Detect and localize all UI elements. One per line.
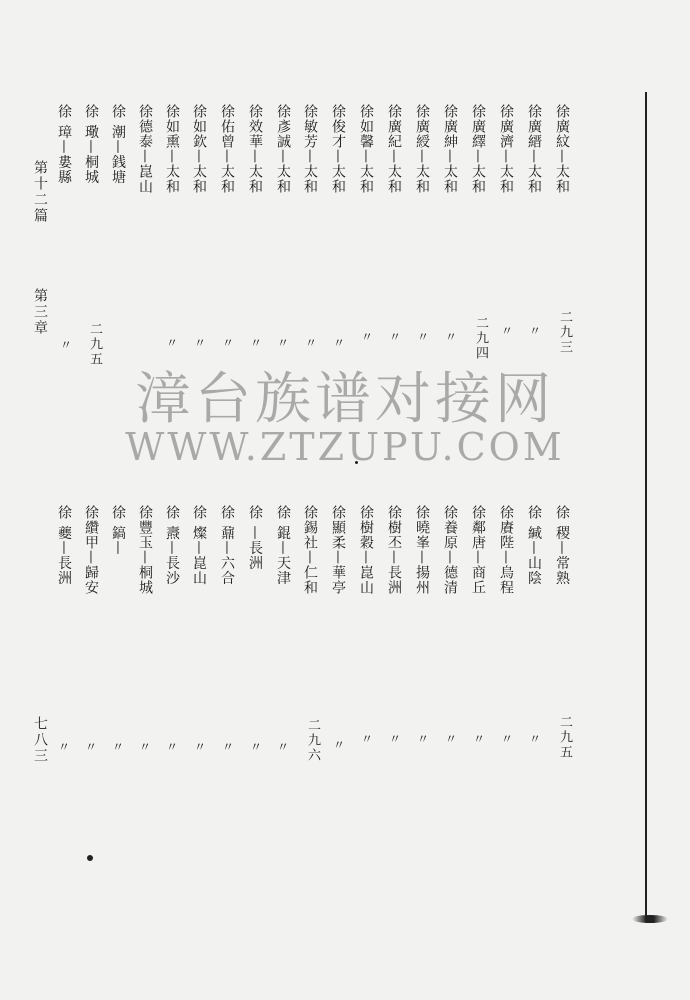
entry: 徐 錕—天津 — [275, 505, 291, 586]
entry: 徐顯柔—華亭 — [330, 505, 346, 595]
entry: 徐 璥—桐城 — [83, 104, 99, 185]
chapter-header: 第十二篇 — [32, 160, 48, 224]
ditto-mark: 〃 — [139, 740, 152, 754]
ditto-mark: 〃 — [361, 732, 374, 746]
ditto-mark: 〃 — [166, 336, 179, 350]
ditto-mark: 〃 — [445, 732, 458, 746]
entry: 徐如馨—太和 — [358, 104, 374, 194]
ditto-mark: 〃 — [501, 324, 514, 338]
ditto-mark: 〃 — [529, 732, 542, 746]
entry: 徐 夔—長洲 — [56, 505, 72, 586]
watermark-title: 漳台族谱对接网 — [135, 367, 555, 432]
ditto-mark: 〃 — [60, 338, 73, 352]
ink-dot — [87, 855, 93, 861]
page-rule-foot — [632, 915, 668, 923]
entry: 徐 燦—崑山 — [191, 505, 207, 586]
ditto-mark: 〃 — [277, 336, 290, 350]
entry: 徐鄰唐—商丘 — [470, 505, 486, 595]
ditto-mark: 〃 — [473, 732, 486, 746]
entry: 徐廣綬—太和 — [414, 104, 430, 194]
entry: 徐廣紳—太和 — [442, 104, 458, 194]
ditto-mark: 〃 — [194, 740, 207, 754]
entry: 徐效華—太和 — [247, 104, 263, 194]
entry: 徐 燾—長沙 — [164, 505, 180, 586]
ditto-mark: 〃 — [361, 330, 374, 344]
ditto-mark: 〃 — [333, 336, 346, 350]
ditto-mark: 〃 — [501, 732, 514, 746]
ditto-mark: 〃 — [166, 740, 179, 754]
entry: 徐 鼐—六合 — [219, 505, 235, 586]
entry: 徐豐玉—桐城 — [137, 505, 153, 595]
entry: 徐 潮—銭塘 — [110, 104, 126, 185]
page-ref: 二九三 — [557, 310, 572, 355]
ditto-mark: 〃 — [417, 732, 430, 746]
entry: 徐佑曾—太和 — [219, 104, 235, 194]
entry: 徐錫社—仁和 — [302, 505, 318, 595]
entry: 徐纘甲—歸安 — [83, 505, 99, 595]
entry: 徐俊才—太和 — [330, 104, 346, 194]
ditto-mark: 〃 — [417, 330, 430, 344]
entry: 徐廣繹—太和 — [470, 104, 486, 194]
entry: 徐 鎬— — [110, 505, 126, 556]
page-number: 七八三 — [32, 716, 48, 764]
page-rule — [645, 92, 647, 922]
ditto-mark: 〃 — [277, 740, 290, 754]
ditto-mark: 〃 — [112, 740, 125, 754]
entry: 徐賡陛—烏程 — [498, 505, 514, 595]
page-ref: 二九五 — [87, 322, 102, 367]
entry: 徐彥誠—太和 — [275, 104, 291, 194]
ditto-mark: 〃 — [85, 740, 98, 754]
entry: 徐樹丕—長洲 — [386, 505, 402, 595]
section-header: 第三章 — [32, 288, 48, 336]
entry: 徐樹穀—崑山 — [358, 505, 374, 595]
page-ref: 二九五 — [557, 715, 572, 760]
ditto-mark: 〃 — [529, 324, 542, 338]
entry: 徐德泰—崑山 — [137, 104, 153, 194]
entry: 徐 —長洲 — [247, 505, 263, 571]
page-ref: 二九六 — [305, 718, 320, 763]
entry: 徐如熏—太和 — [164, 104, 180, 194]
ditto-mark: 〃 — [250, 740, 263, 754]
entry: 徐廣紋—太和 — [554, 104, 570, 194]
entry: 徐 稷—常熟 — [554, 505, 570, 586]
ditto-mark: 〃 — [445, 330, 458, 344]
ditto-mark: 〃 — [389, 330, 402, 344]
entry: 徐曉峯—揚州 — [414, 505, 430, 595]
ditto-mark: 〃 — [194, 336, 207, 350]
ditto-mark: 〃 — [389, 732, 402, 746]
entry: 徐廣縉—太和 — [526, 104, 542, 194]
entry: 徐廣紀—太和 — [386, 104, 402, 194]
entry: 徐敏芳—太和 — [302, 104, 318, 194]
ditto-mark: 〃 — [305, 336, 318, 350]
watermark-url: WWW.ZTZUPU.COM — [125, 425, 565, 469]
ditto-mark: 〃 — [250, 336, 263, 350]
entry: 徐 璋—婁縣 — [56, 104, 72, 185]
ditto-mark: 〃 — [58, 740, 71, 754]
ditto-mark: 〃 — [333, 738, 346, 752]
entry: 徐養原—德清 — [442, 505, 458, 595]
entry: 徐如欽—太和 — [191, 104, 207, 194]
ditto-mark: 〃 — [222, 336, 235, 350]
page-ref: 二九四 — [473, 316, 488, 361]
ditto-mark: 〃 — [222, 740, 235, 754]
entry: 徐廣濟—太和 — [498, 104, 514, 194]
entry: 徐 緘—山陰 — [526, 505, 542, 586]
